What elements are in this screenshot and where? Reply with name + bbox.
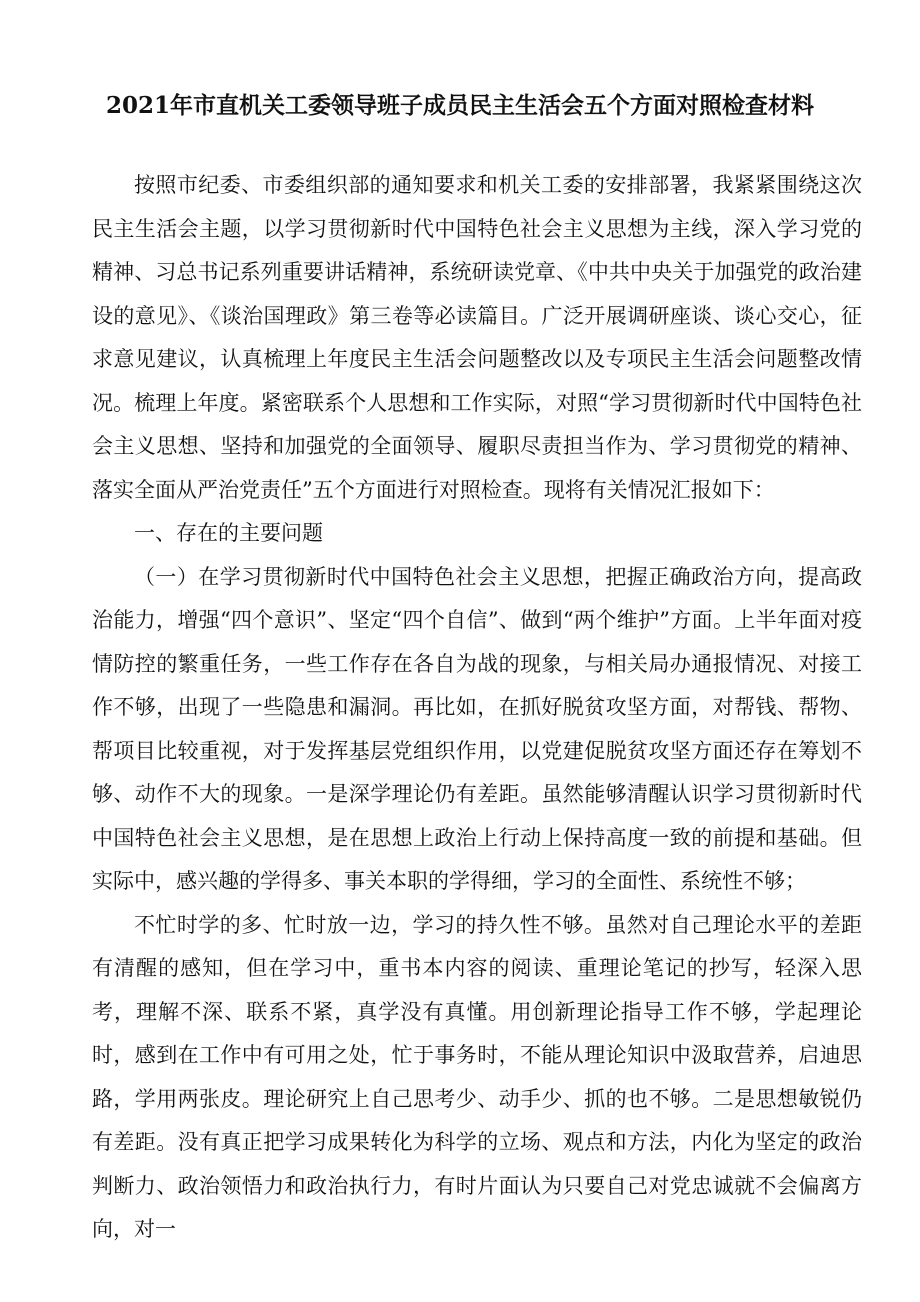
section-heading-problems: 一、存在的主要问题: [134, 521, 323, 545]
paragraph-continuation: 不忙时学的多、忙时放一边，学习的持久性不够。虽然对自己理论水平的差距有清醒的感知，但在学习中，重书本内容的阅读、重理论笔记的抄写，轻深入思考，理解不深、联系不紧，真学没有真懂。用创新理论指导工作不够，学起理论时，感到在工作中有可用之处，忙于事务时，不能从理论知识中汲取营养，启迪思路，学用两张皮。理论研究上自己思考少、动手少、抓的也不够。二是思想敏锐仍有差距。没有真正把学习成果转化为科学的立场、观点和方法，内化为坚定的政治判断力、政治领悟力和政治执行力，有时片面认为只要自己对党忠诚就不会偏离方向，对一: [92, 912, 862, 1241]
paragraph-subsection-one: （一）在学习贯彻新时代中国特色社会主义思想，把握正确政治方向，提高政治能力，增强“四个意识”、坚定“四个自信”、做到“两个维护”方面。上半年面对疫情防控的繁重任务，一些工作存在各自为战的现象，与相关局办通报情况、对接工作不够，出现了一些隐患和漏洞。再比如，在抓好脱贫攻坚方面，对帮钱、帮物、帮项目比较重视，对于发挥基层党组织作用，以党建促脱贫攻坚方面还存在筹划不够、动作不大的现象。一是深学理论仍有差距。虽然能够清醒认识学习贯彻新时代中国特色社会主义思想，是在思想上政治上行动上保持高度一致的前提和基础。但实际中，感兴趣的学得多、事关本职的学得细，学习的全面性、系统性不够；: [92, 564, 862, 893]
document-body: [92, 164, 862, 1252]
paragraph-intro: 按照市纪委、市委组织部的通知要求和机关工委的安排部署，我紧紧围绕这次民主生活会主题，以学习贯彻新时代中国特色社会主义思想为主线，深入学习党的精神、习总书记系列重要讲话精神，系统研读党章、《中共中央关于加强党的政治建设的意见》、《谈治国理政》第三卷等必读篇目。广泛开展调研座谈、谈心交心，征求意见建议，认真梳理上年度民主生活会问题整改以及专项民主生活会问题整改情况。梳理上年度。紧密联系个人思想和工作实际，对照“学习贯彻新时代中国特色社会主义思想、坚持和加强党的全面领导、履职尽责担当作为、学习贯彻党的精神、落实全面从严治党责任”五个方面进行对照检查。现将有关情况汇报如下：: [92, 173, 862, 502]
document-title: 2021年市直机关工委领导班子成员民主生活会五个方面对照检查材料: [105, 92, 814, 119]
